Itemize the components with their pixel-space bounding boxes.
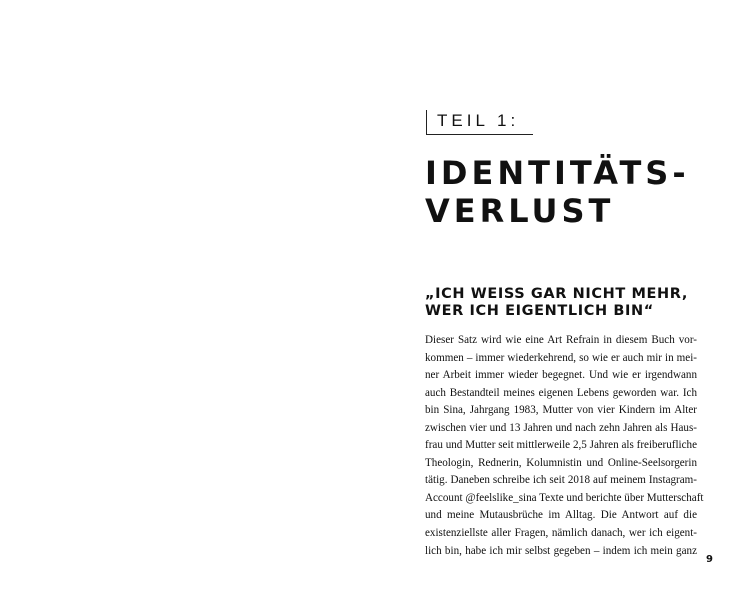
section-heading xyxy=(425,286,688,320)
body-line: bin Sina, Jahrgang 1983, Mutter von vier Kindern im Alter xyxy=(425,404,697,417)
body-line: Account @feelslike_sina Texte und berichte über Mutterschaft xyxy=(425,491,704,504)
section-heading-line-1: „ICH WEISS GAR NICHT MEHR, xyxy=(425,286,688,302)
page-number: 9 xyxy=(706,554,713,565)
body-line: auch Bestandteil meines eigenen Lebens geworden war. Ich xyxy=(425,386,697,399)
body-line: lich bin, habe ich mir selbst gegeben – indem ich mein ganz xyxy=(425,544,697,557)
chapter-title-line-2: VERLUST xyxy=(425,192,615,230)
part-label: TEIL 1: xyxy=(426,110,533,135)
chapter-title-line-1: IDENTITÄTS- xyxy=(425,154,690,192)
chapter-title xyxy=(425,154,690,230)
body-paragraph xyxy=(425,332,704,560)
body-line: frau und Mutter seit mittlerweile 2,5 Jahren als freiberufliche xyxy=(425,439,697,452)
body-line: kommen – immer wiederkehrend, so wie er auch mir in mei- xyxy=(425,351,697,364)
body-line: zwischen vier und 13 Jahren und nach zehn Jahren als Haus- xyxy=(425,421,697,434)
body-line: ner Arbeit immer wieder begegnet. Und wie er irgendwann xyxy=(425,369,697,382)
body-line: existenziellste aller Fragen, nämlich danach, wer ich eigent- xyxy=(425,527,697,540)
section-heading-line-2: WER ICH EIGENTLICH BIN“ xyxy=(425,303,654,319)
body-line: tätig. Daneben schreibe ich seit 2018 auf meinem Instagram- xyxy=(425,474,697,487)
body-line: Dieser Satz wird wie eine Art Refrain in diesem Buch vor- xyxy=(425,334,697,346)
body-line: Theologin, Rednerin, Kolumnistin und Online-Seelsorgerin xyxy=(425,456,697,469)
body-line: und meine Mutausbrüche im Alltag. Die Antwort auf die xyxy=(425,509,697,522)
